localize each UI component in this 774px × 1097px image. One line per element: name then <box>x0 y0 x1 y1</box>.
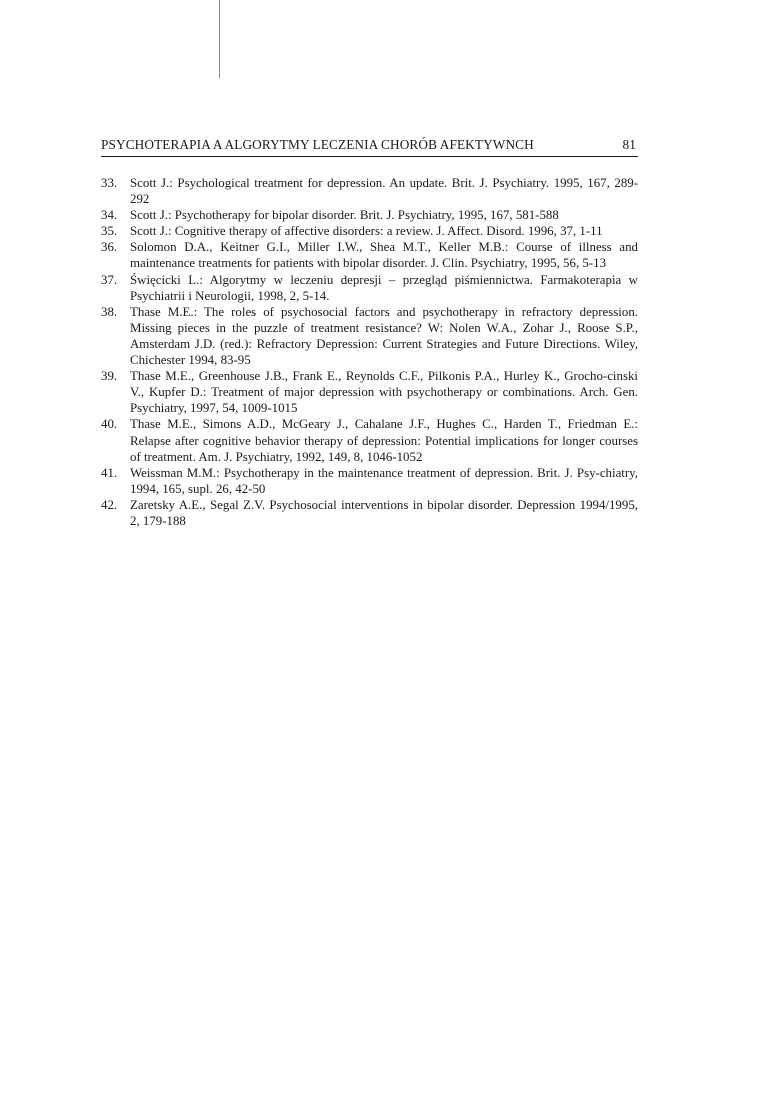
running-header <box>101 136 638 157</box>
reference-text: Scott J.: Cognitive therapy of affective disorders: a review. J. Affect. Disord. 1996, 37, 1-11 <box>130 224 603 239</box>
running-header-title: PSYCHOTERAPIA A ALGORYTMY LECZENIA CHORÓB AFEKTYWNCH <box>101 137 534 152</box>
reference-list <box>101 175 638 529</box>
reference-number: 40. <box>101 417 118 432</box>
reference-number: 37. <box>101 272 118 287</box>
reference-text: Thase M.E.: The roles of psychosocial factors and psychotherapy in refractory depression. Missing pieces in the puzzle of treatment resistance? W: Nolen W.A., Zohar J., Roose S.P., Amsterdam J.D. (red.): Refractory Depression: Current Strategies and Future Directions. Wiley, Chichester 1994, 83-95 <box>130 304 638 368</box>
reference-text: Scott J.: Psychotherapy for bipolar disorder. Brit. J. Psychiatry, 1995, 167, 581-588 <box>130 208 559 223</box>
reference-number: 41. <box>101 465 118 480</box>
reference-item-39 <box>101 368 638 416</box>
reference-item-35 <box>101 223 638 239</box>
reference-item-42 <box>101 497 638 529</box>
reference-text: Thase M.E., Greenhouse J.B., Frank E., Reynolds C.F., Pilkonis P.A., Hurley K., Grocho-cinski V., Kupfer D.: Treatment of major depression with psychotherapy or combinations. Arch. Gen. Psychiatry, 1997, 54, 1009-1015 <box>130 369 638 416</box>
reference-number: 39. <box>101 369 118 384</box>
reference-text: Scott J.: Psychological treatment for depression. An update. Brit. J. Psychiatry. 1995, 167, 289-292 <box>130 176 638 207</box>
reference-item-34 <box>101 207 638 223</box>
reference-item-41 <box>101 465 638 497</box>
reference-text: Thase M.E., Simons A.D., McGeary J., Cahalane J.F., Hughes C., Harden T., Friedman E.: Relapse after cognitive behavior therapy of depression: Potential implications for longer courses of treatment. Am. J. Psychiatry, 1992, 149, 8, 1046-1052 <box>130 417 638 464</box>
reference-text: Solomon D.A., Keitner G.I., Miller I.W., Shea M.T., Keller M.B.: Course of illness and maintenance treatments for patients with bipolar disorder. J. Clin. Psychiatry, 1995, 56, 5-13 <box>130 240 638 271</box>
reference-text: Zaretsky A.E., Segal Z.V. Psychosocial interventions in bipolar disorder. Depression 1994/1995, 2, 179-188 <box>130 497 638 528</box>
reference-number: 34. <box>101 208 118 223</box>
reference-text: Weissman M.M.: Psychotherapy in the maintenance treatment of depression. Brit. J. Psy-chiatry, 1994, 165, supl. 26, 42-50 <box>130 465 638 496</box>
reference-number: 33. <box>101 176 118 190</box>
reference-item-38 <box>101 304 638 368</box>
reference-number: 38. <box>101 304 118 319</box>
reference-number: 42. <box>101 497 118 512</box>
reference-number: 36. <box>101 240 118 255</box>
reference-item-33 <box>101 175 638 207</box>
reference-item-36 <box>101 239 638 271</box>
reference-text: Święcicki L.: Algorytmy w leczeniu depresji – przegląd piśmiennictwa. Farmakoterapia w Psychiatrii i Neurologii, 1998, 2, 5-14. <box>130 272 638 303</box>
page-number: 81 <box>622 137 636 152</box>
binding-margin-line <box>219 0 220 78</box>
reference-item-37 <box>101 272 638 304</box>
reference-item-40 <box>101 416 638 464</box>
reference-number: 35. <box>101 224 118 239</box>
